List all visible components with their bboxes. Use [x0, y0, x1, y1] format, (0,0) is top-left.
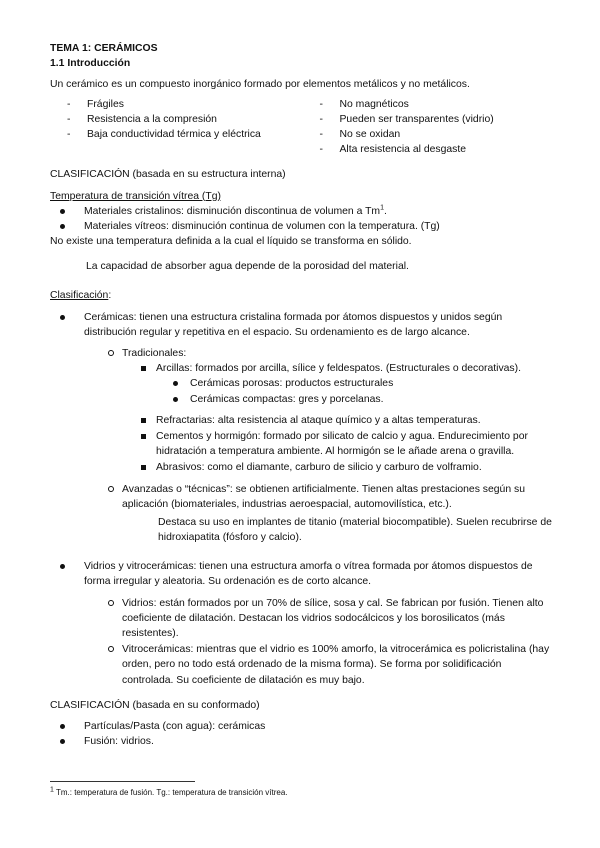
vidrios-sublist: [84, 596, 555, 688]
bullet-circle-icon: [108, 350, 114, 356]
tg-heading: Temperatura de transición vítrea (Tg): [50, 190, 221, 202]
document-page: [50, 41, 555, 749]
bullet-icon: [173, 397, 178, 402]
list-item: Arcillas: formados por arcilla, sílice y feldespatos. (Estructurales o decorativas).: [122, 361, 555, 376]
avanzadas-list: [84, 482, 555, 512]
list-item: Avanzadas o “técnicas”: se obtienen artificialmente. Tienen altas prestaciones según su aplicación (biomateriales, industrias aeroespacial, automovilística, etc.).: [84, 482, 555, 512]
section-subtitle: 1.1 Introducción: [50, 58, 131, 70]
clasificacion-label: Clasificación:: [50, 290, 112, 302]
ceramicas-list: [50, 310, 555, 340]
footnote: $^1$ Tm.: temperatura de fusión. Tg.: temperatura de transición vítrea.: [50, 786, 288, 797]
list-item: Refractarias: alta resistencia al ataque químico y a altas temperaturas.: [122, 413, 555, 428]
bullet-square-icon: [141, 418, 146, 423]
bullet-square-icon: [141, 366, 146, 371]
list-item: - Resistencia a la compresión: [67, 113, 217, 125]
footnote-ref[interactable]: 1: [380, 204, 384, 212]
arcillas-sublist: [156, 376, 555, 406]
list-item: - Pueden ser transparentes (vidrio): [319, 113, 494, 125]
list-item: - Baja conductividad térmica y eléctrica: [67, 128, 261, 140]
list-item: Cerámicas porosas: productos estructurales: [156, 376, 555, 391]
tradicionales-list: [84, 346, 555, 361]
list-item: Fusión: vidrios.: [50, 734, 555, 749]
list-item: Vidrios: están formados por un 70% de sílice, sosa y cal. Se fabrican por fusión. Tienen alto coeficiente de dilatación. Destacan los vidrios sodocálcicos y los borosilicatos (más resistentes).: [84, 596, 555, 642]
bullet-icon: [60, 739, 65, 744]
list-item: - No se oxidan: [319, 128, 401, 140]
list-item: - No magnéticos: [319, 98, 409, 110]
properties-left: [50, 97, 303, 158]
classification-heading-2: CLASIFICACIÓN (basada en su conformado): [50, 699, 260, 711]
list-item: Vidrios y vitrocerámicas: tienen una estructura amorfa o vítrea formada por átomos dispuestos de forma irregular y aleatoria. Su ordenación es de corto alcance.: [50, 559, 555, 589]
list-item: Materiales cristalinos: disminución discontinua de volumen a Tm$^1$.: [50, 204, 555, 219]
vidrios-list: [50, 559, 555, 589]
bullet-icon: [60, 315, 65, 320]
page-title: TEMA 1: CERÁMICOS: [50, 43, 158, 54]
no-temperature-note: No existe una temperatura definida a la cual el líquido se transforma en sólido.: [50, 236, 412, 248]
list-item: Cerámicas compactas: gres y porcelanas.: [156, 392, 555, 407]
bullet-circle-icon: [108, 600, 114, 606]
properties-columns: [50, 97, 555, 158]
list-item: Tradicionales:: [84, 346, 555, 361]
bullet-square-icon: [141, 465, 146, 470]
bullet-icon: [60, 724, 65, 729]
titanio-note: Destaca su uso en implantes de titanio (material biocompatible). Suelen recubrirse de hidroxiapatita (fósforo y calcio).: [158, 516, 552, 544]
conformado-list: [50, 719, 555, 749]
porosity-note: La capacidad de absorber agua depende de la porosidad del material.: [86, 261, 409, 273]
footnote-divider: [50, 781, 195, 782]
list-item: Partículas/Pasta (con agua): cerámicas: [50, 719, 555, 734]
bullet-icon: [173, 381, 178, 386]
intro-paragraph: Un cerámico es un compuesto inorgánico formado por elementos metálicos y no metálicos.: [50, 79, 470, 91]
bullet-icon: [60, 209, 65, 214]
list-item: - Frágiles: [67, 98, 124, 110]
list-item: Abrasivos: como el diamante, carburo de silicio y carburo de volframio.: [122, 460, 555, 475]
list-item: Materiales vítreos: disminución continua de volumen con la temperatura. (Tg): [50, 219, 555, 234]
bullet-circle-icon: [108, 646, 114, 652]
bullet-square-icon: [141, 434, 146, 439]
list-item: Cementos y hormigón: formado por silicato de calcio y agua. Endurecimiento por hidratación a temperatura ambiente. Al hormigón se le añade arena o gravilla.: [122, 429, 555, 459]
tg-list: [50, 204, 555, 234]
arcillas-list: [122, 361, 555, 376]
materials-list: [122, 413, 555, 476]
list-item: Vitrocerámicas: mientras que el vidrio es 100% amorfo, la vitrocerámica es policristalina (hay orden, pero no todo está ordenado de la misma forma). Se forma por solidificación controlada. Su coeficiente de dilatación es muy bajo.: [84, 642, 555, 688]
bullet-icon: [60, 224, 65, 229]
classification-heading: CLASIFICACIÓN (basada en su estructura interna): [50, 169, 286, 181]
list-item: Cerámicas: tienen una estructura cristalina formada por átomos dispuestos y unidos según distribución regular y repetitiva en el espacio. Su ordenamiento es de largo alcance.: [50, 310, 555, 340]
bullet-icon: [60, 564, 65, 569]
bullet-circle-icon: [108, 486, 114, 492]
list-item: - Alta resistencia al desgaste: [319, 144, 466, 156]
properties-right: [303, 97, 556, 158]
